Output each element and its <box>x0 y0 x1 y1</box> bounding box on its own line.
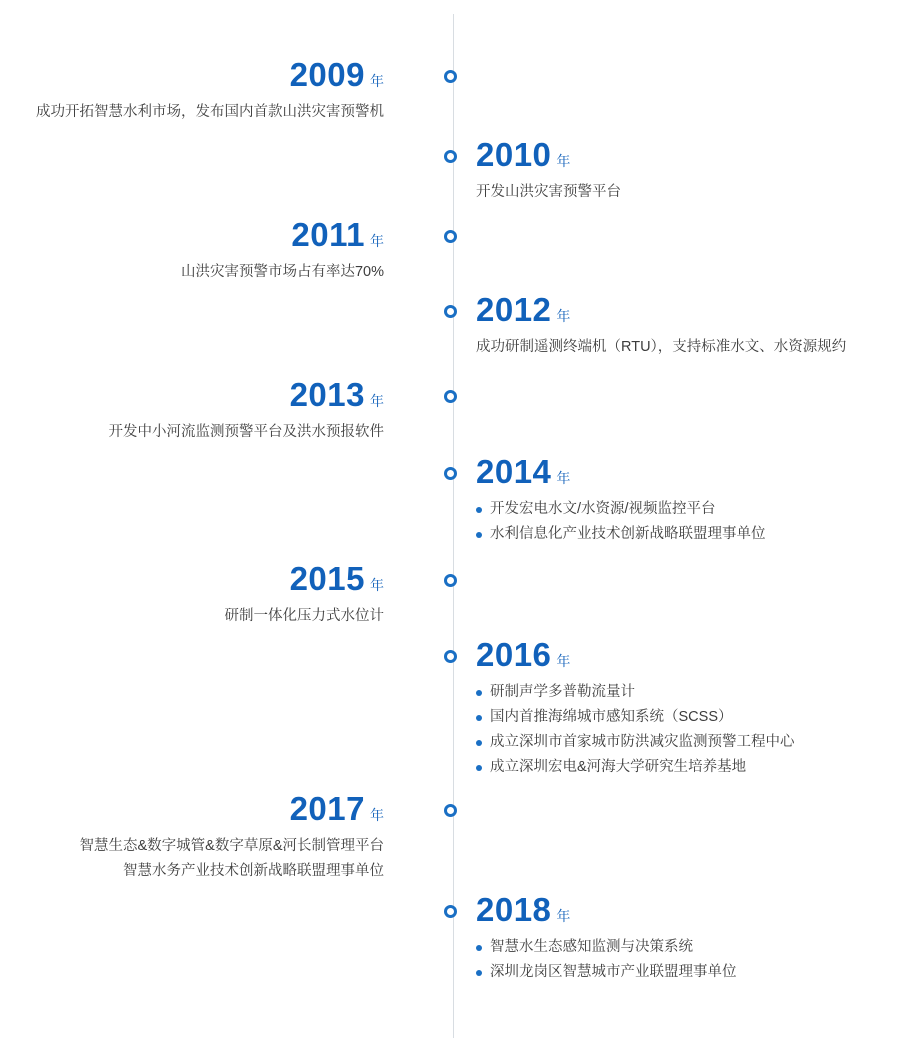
timeline-node-icon <box>444 390 457 403</box>
timeline-entry-line: 成立深圳市首家城市防洪减灾监测预警工程中心 <box>476 730 896 755</box>
timeline-entry-lines <box>0 604 384 629</box>
timeline-entry-content <box>476 638 896 780</box>
timeline-year-number: 2014 <box>476 453 552 490</box>
timeline-year-number: 2016 <box>476 636 552 673</box>
timeline-year-suffix: 年 <box>370 233 384 249</box>
timeline-entry-content <box>0 218 420 285</box>
timeline-entry-content <box>0 562 420 629</box>
timeline-year-number: 2011 <box>291 216 365 253</box>
timeline-entry-line: 智慧生态&数字城管&数字草原&河长制管理平台 <box>79 838 384 854</box>
timeline-year <box>476 293 896 326</box>
timeline-year-suffix: 年 <box>370 73 384 89</box>
timeline-year-number: 2010 <box>476 136 552 173</box>
timeline-entry-content <box>0 58 420 125</box>
timeline-node-icon <box>444 467 457 480</box>
timeline-entry-line: 成功开拓智慧水利市场，发布国内首款山洪灾害预警机 <box>36 104 384 120</box>
timeline-node-icon <box>444 650 457 663</box>
timeline-year <box>476 138 896 171</box>
timeline-year <box>0 378 384 411</box>
timeline-year-suffix: 年 <box>370 393 384 409</box>
timeline-entry-content <box>0 378 420 445</box>
timeline-year-suffix: 年 <box>370 807 384 823</box>
timeline-entry-line: 水利信息化产业技术创新战略联盟理事单位 <box>476 522 896 547</box>
timeline-node-icon <box>444 574 457 587</box>
timeline-node-icon <box>444 305 457 318</box>
timeline-axis <box>453 14 454 1038</box>
timeline-year-number: 2018 <box>476 891 552 928</box>
timeline-entry-lines <box>476 497 896 547</box>
timeline-node-icon <box>444 905 457 918</box>
timeline-node-icon <box>444 230 457 243</box>
timeline-year-number: 2009 <box>289 56 365 93</box>
timeline-entry-line: 国内首推海绵城市感知系统（SCSS） <box>476 705 896 730</box>
timeline-entry-lines <box>476 680 896 780</box>
timeline-entry-lines <box>0 100 384 125</box>
timeline-entry-lines <box>476 180 896 205</box>
timeline-year <box>0 562 384 595</box>
timeline-year-number: 2012 <box>476 291 552 328</box>
timeline-entry-content <box>476 138 896 205</box>
timeline-year-suffix: 年 <box>556 653 571 669</box>
timeline-year-number: 2015 <box>289 560 365 597</box>
timeline-node-icon <box>444 70 457 83</box>
timeline-year <box>476 893 896 926</box>
timeline-entry-line: 研制声学多普勒流量计 <box>476 680 896 705</box>
timeline-entry-line: 开发山洪灾害预警平台 <box>476 184 621 200</box>
timeline-entry-lines <box>0 260 384 285</box>
timeline-entry-line: 深圳龙岗区智慧城市产业联盟理事单位 <box>476 960 896 985</box>
timeline-entry-content <box>476 293 896 360</box>
timeline-year <box>0 792 384 825</box>
timeline-year-suffix: 年 <box>556 908 571 924</box>
timeline-entry-content <box>0 792 420 884</box>
timeline-year-suffix: 年 <box>556 153 571 169</box>
timeline-entry-line: 智慧水生态感知监测与决策系统 <box>476 935 896 960</box>
timeline-entry-line: 研制一体化压力式水位计 <box>224 608 384 624</box>
timeline-year <box>0 218 384 251</box>
timeline-year <box>476 455 896 488</box>
timeline-entry-line: 智慧水务产业技术创新战略联盟理事单位 <box>123 863 384 879</box>
timeline-entry-line: 成功研制遥测终端机（RTU），支持标准水文、水资源规约 <box>476 339 847 355</box>
timeline-entry-line: 开发中小河流监测预警平台及洪水预报软件 <box>108 424 384 440</box>
timeline-entry-lines <box>0 834 384 884</box>
timeline-year <box>0 58 384 91</box>
timeline-entry-lines <box>0 420 384 445</box>
timeline-year-suffix: 年 <box>370 577 384 593</box>
timeline-entry-lines <box>476 335 896 360</box>
timeline-entry-content <box>476 893 896 985</box>
timeline-year-number: 2017 <box>289 790 365 827</box>
timeline-node-icon <box>444 804 457 817</box>
timeline-entry-line: 山洪灾害预警市场占有率达70% <box>180 264 384 280</box>
timeline-year-suffix: 年 <box>556 470 571 486</box>
timeline-entry-content <box>476 455 896 547</box>
timeline-entry-line: 开发宏电水文/水资源/视频监控平台 <box>476 497 896 522</box>
timeline-node-icon <box>444 150 457 163</box>
timeline-year <box>476 638 896 671</box>
timeline-entry-line: 成立深圳宏电&河海大学研究生培养基地 <box>476 755 896 780</box>
timeline-entry-lines <box>476 935 896 985</box>
timeline-year-suffix: 年 <box>556 308 571 324</box>
timeline-year-number: 2013 <box>289 376 365 413</box>
